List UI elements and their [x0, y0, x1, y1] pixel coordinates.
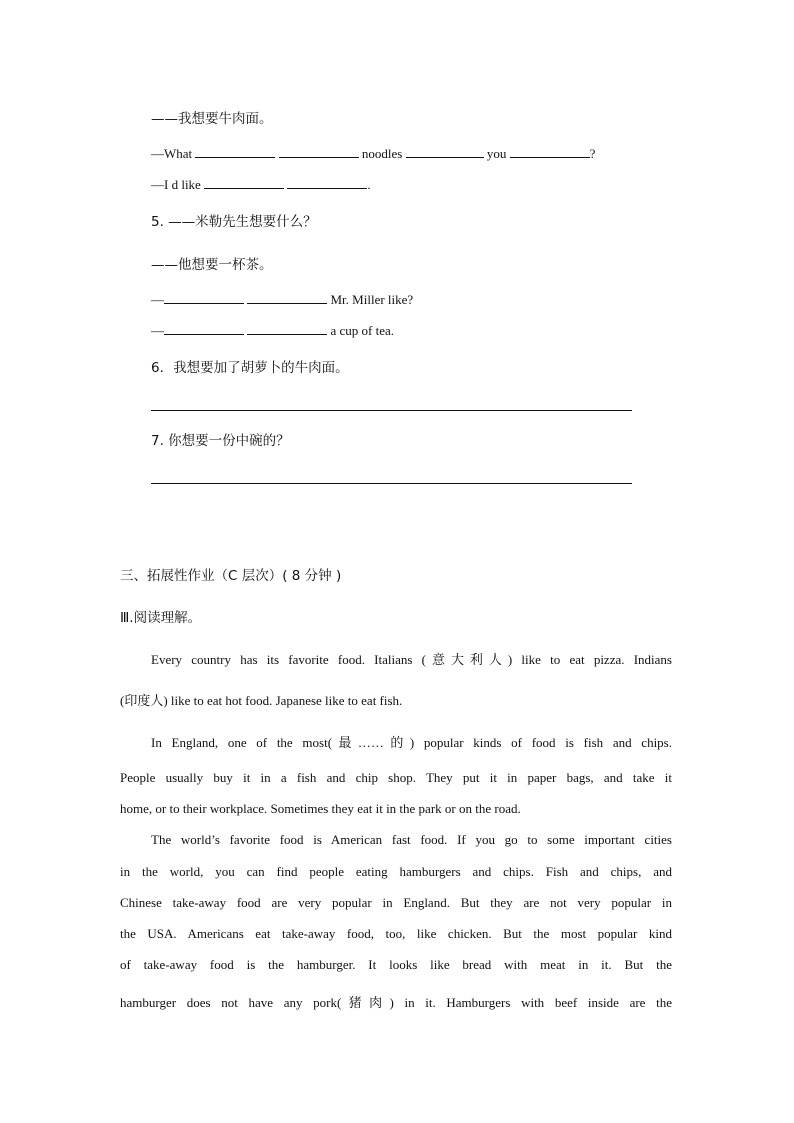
- q4-q-text-noodles: noodles: [361, 146, 403, 161]
- q4-q-text-what: —What: [151, 146, 193, 161]
- q4-a-text: —I d like: [151, 177, 201, 192]
- q4-english-question: [151, 145, 595, 163]
- reading-p3-line4: the USA. Americans eat take-away food, too, like chicken. But the most popular kind: [120, 926, 672, 941]
- q4-a-period: .: [367, 177, 371, 192]
- section3-heading: 三、拓展性作业（C 层次）( 8 分钟 ): [120, 568, 342, 584]
- q4-blank-1[interactable]: [195, 145, 275, 158]
- q5-blank-2[interactable]: [247, 291, 327, 304]
- q5-blank-3[interactable]: [164, 322, 244, 335]
- q4-english-answer: [151, 176, 371, 194]
- q4-q-mark: ?: [589, 146, 596, 161]
- q5-english-question: [151, 291, 413, 309]
- q5-a-dash: —: [151, 323, 164, 338]
- q4-q-text-you: you: [486, 146, 507, 161]
- q6-answer-line[interactable]: [151, 410, 632, 411]
- q5-q-text: Mr. Miller like?: [330, 292, 414, 307]
- q4-chinese-answer: ——我想要牛肉面。: [151, 111, 273, 127]
- q5-a-text: a cup of tea.: [330, 323, 395, 338]
- reading-p2-line3: home, or to their workplace. Sometimes they eat it in the park or on the road.: [120, 801, 521, 816]
- q7-chinese-question: 7. 你想要一份中碗的？: [151, 433, 290, 449]
- reading-p2-line1: In England, one of the most(最……的) popular kinds of food is fish and chips.: [151, 735, 672, 750]
- q5-blank-4[interactable]: [247, 322, 327, 335]
- q4-blank-3[interactable]: [406, 145, 484, 158]
- reading-p3-line5: of take-away food is the hamburger. It looks like bread with meat in it. But the: [120, 957, 672, 972]
- reading-p3-line1: The world’s favorite food is American fast food. If you go to some important cities: [151, 832, 672, 847]
- q5-chinese-answer: ——他想要一杯茶。: [151, 257, 273, 273]
- q5-chinese-question: 5. ——米勒先生想要什么？: [151, 214, 317, 230]
- reading-p3-line3: Chinese take-away food are very popular in England. But they are not very popular in: [120, 895, 672, 910]
- q7-answer-line[interactable]: [151, 483, 632, 484]
- q4-blank-5[interactable]: [204, 176, 284, 189]
- section3-part-title: Ⅲ.阅读理解。: [120, 610, 202, 626]
- reading-p3-line2: in the world, you can find people eating hamburgers and chips. Fish and chips, and: [120, 864, 672, 879]
- reading-p1-line2: (印度人) like to eat hot food. Japanese like to eat fish.: [120, 693, 403, 708]
- reading-p2-line2: People usually buy it in a fish and chip shop. They put it in paper bags, and take it: [120, 770, 672, 785]
- q5-english-answer: [151, 322, 394, 340]
- reading-p1-line1: Every country has its favorite food. Italians (意大利人) like to eat pizza. Indians: [151, 652, 672, 667]
- q6-chinese-question: 6．我想要加了胡萝卜的牛肉面。: [151, 360, 349, 376]
- q4-blank-6[interactable]: [287, 176, 367, 189]
- q5-blank-1[interactable]: [164, 291, 244, 304]
- q4-blank-2[interactable]: [279, 145, 359, 158]
- q5-q-dash: —: [151, 292, 164, 307]
- q4-blank-4[interactable]: [510, 145, 590, 158]
- reading-p3-line6: hamburger does not have any pork(猪肉) in it. Hamburgers with beef inside are the: [120, 995, 672, 1010]
